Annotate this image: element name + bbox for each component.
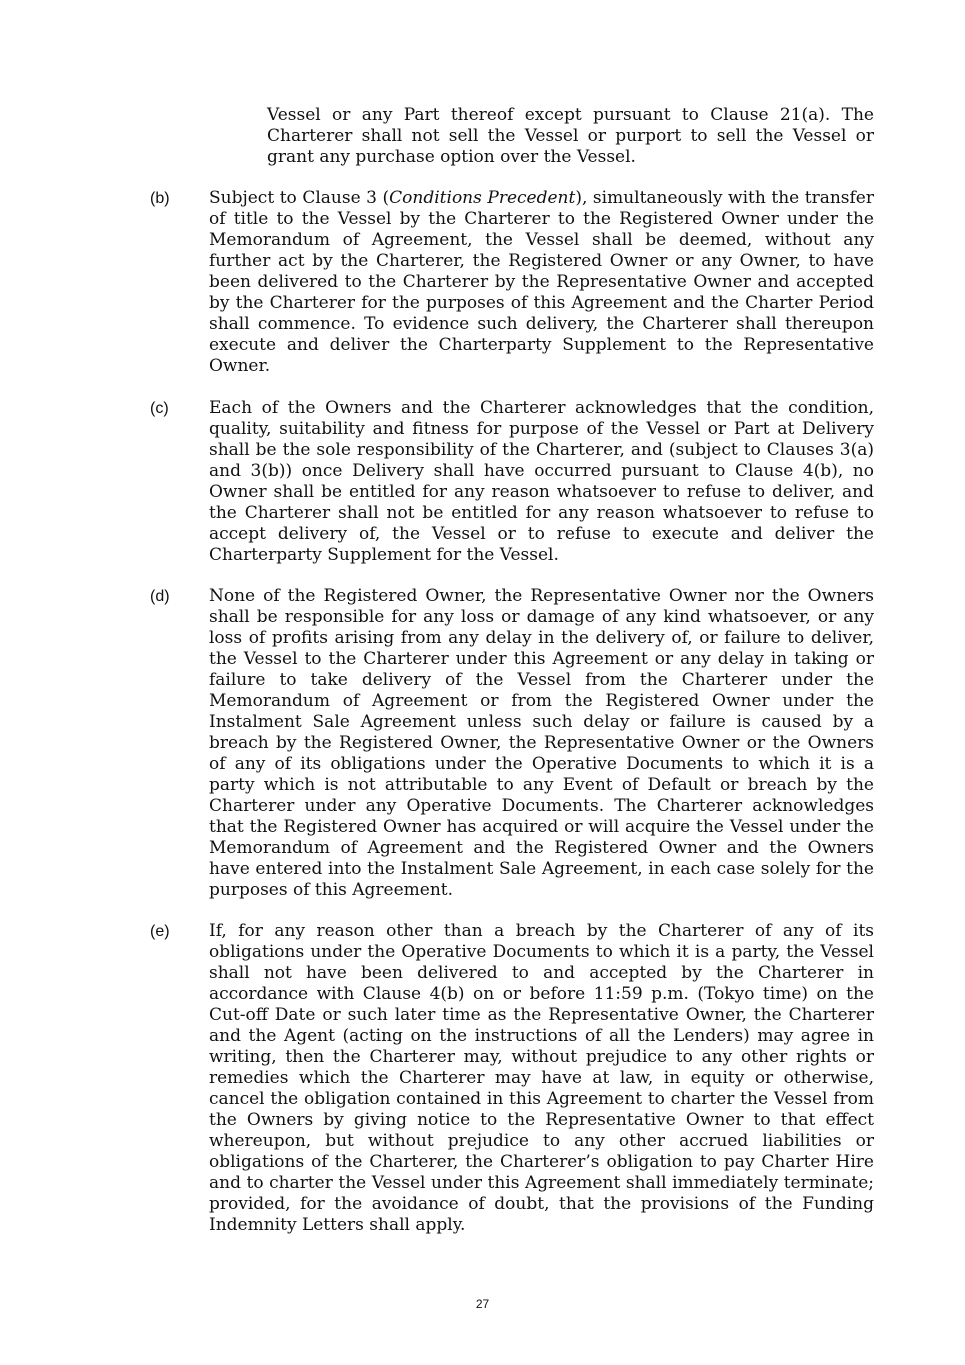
clause-text: If, for any reason other than a breach by the Charterer of any of its obligations under the Operative Documents to which it is a party, the Vessel shall not have been delivered to and accepted by the Charterer in accordance with Clause 4(b) on or before 11:59 p.m. (Tokyo time) on the Cut-off Date or such later time as the Representative Owner, the Charterer and the Agent (acting on the instructions of all the Lenders) may agree in writing, then the Charterer may, without prejudice to any other rights or remedies which the Charterer may have at law, in equity or otherwise, cancel the obligation contained in this Agreement to charter the Vessel from the Owners by giving notice to the Representative Owner to that effect whereupon, but without prejudice to any other accrued liabilities or obligations of the Charterer, the Charterer’s obligation to pay Charter Hire and to charter the Vessel under this Agreement shall immediately terminate; provided, for the avoidance of doubt, that the provisions of the Funding Indemnity Letters shall apply.: [209, 921, 874, 1235]
clause-text: [209, 188, 874, 377]
continuation-paragraph: Vessel or any Part thereof except pursuant to Clause 21(a). The Charterer shall not sell the Vessel or purport to sell the Vessel or grant any purchase option over the Vessel.: [267, 105, 874, 167]
clause-label: (c): [150, 400, 169, 417]
clause-text: Each of the Owners and the Charterer acknowledges that the condition, quality, suitability and fitness for purpose of the Vessel or Part at Delivery shall be the sole responsibility of the Charterer, and (subject to Clauses 3(a) and 3(b)) once Delivery shall have occurred pursuant to Clause 4(b), no Owner shall be entitled for any reason whatsoever to refuse to deliver, and the Charterer shall not be entitled for any reason whatsoever to refuse to accept delivery of, the Vessel or to refuse to execute and deliver the Charterparty Supplement for the Vessel.: [209, 398, 874, 565]
clause-text: None of the Registered Owner, the Representative Owner nor the Owners shall be responsible for any loss or damage of any kind whatsoever, or any loss of profits arising from any delay in the delivery of, or failure to deliver, the Vessel to the Charterer under this Agreement or any delay in taking or failure to take delivery of the Vessel from the Charterer under the Memorandum of Agreement or from the Registered Owner under the Instalment Sale Agreement unless such delay or failure is caused by a breach by the Registered Owner, the Representative Owner or the Owners of any of its obligations under the Operative Documents to which it is a party which is not attributable to any Event of Default or breach by the Charterer under any Operative Documents. The Charterer acknowledges that the Registered Owner has acquired or will acquire the Vessel under the Memorandum of Agreement and the Registered Owner and the Owners have entered into the Instalment Sale Agreement, in each case solely for the purposes of this Agreement.: [209, 586, 874, 900]
clause-text-italic: Conditions Precedent: [389, 188, 576, 208]
clause-label: (d): [150, 588, 170, 605]
clause-text-part: Subject to Clause 3 (: [209, 188, 390, 208]
clause-d: [150, 586, 874, 901]
clause-label: (e): [150, 923, 170, 940]
clause-e: [150, 921, 874, 1236]
clause-label: (b): [150, 190, 170, 207]
clause-c: [150, 398, 874, 566]
clause-text-part: ), simultaneously with the transfer of title to the Vessel by the Charterer to the Registered Owner under the Memorandum of Agreement, the Vessel shall be deemed, without any further act by the Charterer, the Registered Owner or any Owner, to have been delivered to the Charterer by the Representative Owner and accepted by the Charterer for the purposes of this Agreement and the Charter Period shall commence. To evidence such delivery, the Charterer shall thereupon execute and deliver the Charterparty Supplement to the Representative Owner.: [209, 188, 874, 376]
clause-b: [150, 188, 874, 377]
page-number: 27: [475, 1297, 490, 1311]
